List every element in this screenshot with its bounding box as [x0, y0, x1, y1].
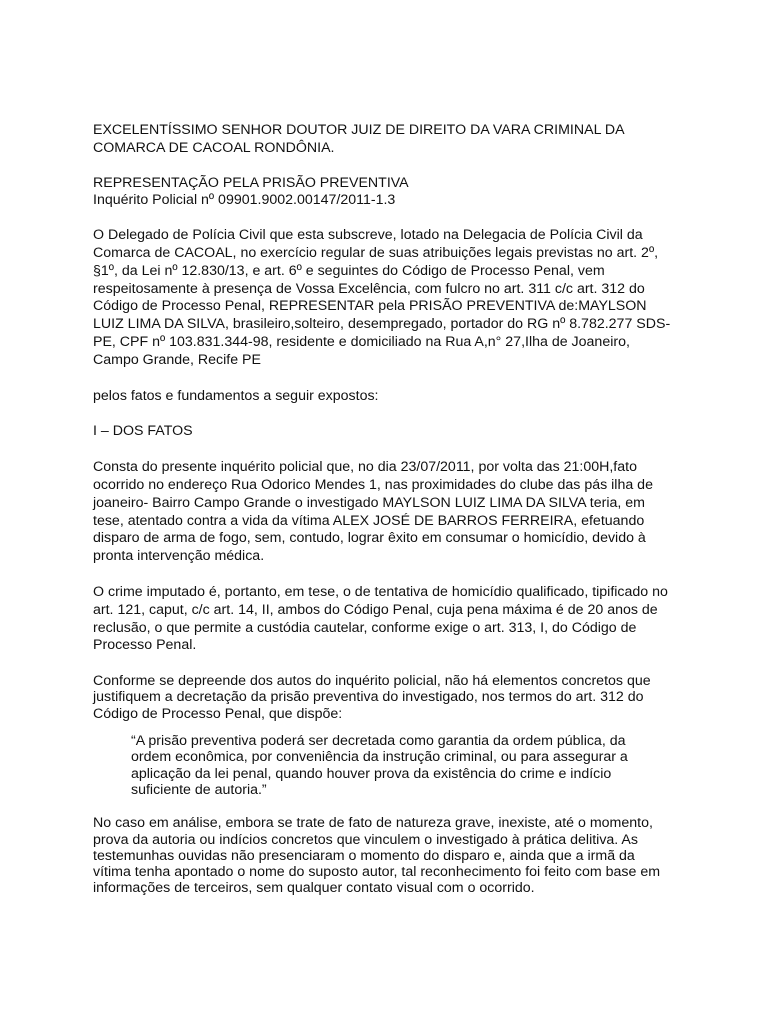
facts-paragraph-1: Consta do presente inquérito policial que, no dia 23/07/2011, por volta das 21:00H,fato ocorrido no endereço Rua Odorico Mendes 1, nas proximidades do clube das pás ilha de joaneiro- Bairro Campo Grande o investigado MAYLSON LUIZ LIMA DA SILVA teria, em tese, atentado contra a vida da vítima ALEX JOSÉ DE BARROS FERREIRA, efetuando disparo de arma de fogo, sem, contudo, lograr êxito em consumar o homicídio, devido à pronta intervenção médica. — [93, 459, 653, 565]
intro-paragraph: O Delegado de Polícia Civil que esta subscreve, lotado na Delegacia de Polícia Civil da Comarca de CACOAL, no exercício regular de suas atribuições legais previstas no art. 2º, §1º, da Lei nº 12.830/13, e art. 6º e seguintes do Código de Processo Penal, vem respeitosamente à presença de Vossa Excelência, com fulcro no art. 311 c/c art. 312 do Código de Processo Penal, REPRESENTAR pela PRISÃO PREVENTIVA de:MAYLSON LUIZ LIMA DA SILVA, brasileiro,solteiro, desempregado, portador do RG nº 8.782.277 SDS- PE, CPF nº 103.831.344-98, residente e domiciliado na Rua A,n° 27,Ilha de Joaneiro, Campo Grande, Recife PE — [93, 227, 671, 368]
document-title: REPRESENTAÇÃO PELA PRISÃO PREVENTIVA — [93, 174, 409, 191]
inquiry-number: Inquérito Policial nº 09901.9002.00147/2011-1.3 — [93, 192, 396, 209]
document-body — [93, 122, 683, 896]
facts-paragraph-2: O crime imputado é, portanto, em tese, o de tentativa de homicídio qualificado, tipificado no art. 121, caput, c/c art. 14, II, ambos do Código Penal, cuja pena máxima é de 20 anos de reclusão, o que permite a custódia cautelar, conforme exige o art. 313, I, do Código de Processo Penal. — [93, 583, 668, 654]
facts-paragraph-4: No caso em análise, embora se trate de fato de natureza grave, inexiste, até o momento, prova da autoria ou indícios concretos que vinculem o investigado à prática delitiva. As testemunhas ouvidas não presenciaram o momento do disparo e, ainda que a irmã da vítima tenha apontado o nome do suposto autor, tal reconhecimento foi feito com base em informações de terceiros, sem qualquer contato visual com o ocorrido. — [93, 815, 661, 897]
section-heading: I – DOS FATOS — [93, 423, 193, 440]
facts-paragraph-3: Conforme se depreende dos autos do inquérito policial, não há elementos concretos que justifiquem a decretação da prisão preventiva do investigado, nos termos do art. 312 do Código de Processo Penal, que dispõe: — [93, 673, 651, 722]
addressee: EXCELENTÍSSIMO SENHOR DOUTOR JUIZ DE DIREITO DA VARA CRIMINAL DA COMARCA DE CACOAL RONDÔNIA. — [93, 122, 625, 156]
legal-quote: “A prisão preventiva poderá ser decretada como garantia da ordem pública, da ordem econômica, por conveniência da instrução criminal, ou para assegurar a aplicação da lei penal, quando houver prova da existência do crime e indício suficiente de autoria.” — [131, 732, 628, 798]
facts-intro: pelos fatos e fundamentos a seguir expostos: — [93, 387, 379, 404]
